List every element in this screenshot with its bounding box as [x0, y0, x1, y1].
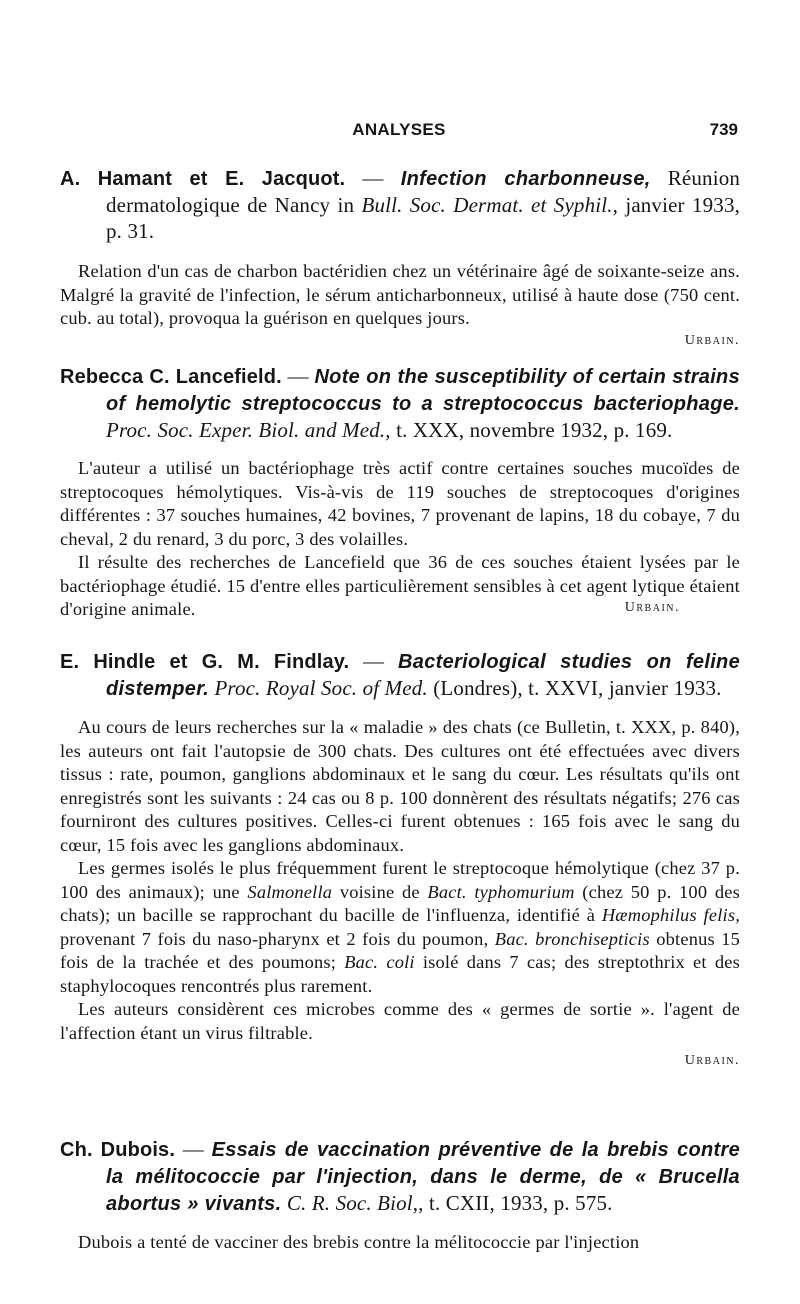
signature: Urbain.	[624, 600, 680, 615]
dash: —	[345, 166, 401, 190]
authors: Ch. Dubois.	[60, 1139, 176, 1161]
running-head	[60, 120, 738, 142]
signature: Urbain.	[684, 1053, 740, 1068]
running-title: ANALYSES	[352, 120, 446, 139]
organism-name: Bac. bronchisepticis	[494, 928, 650, 949]
signature: Urbain.	[684, 332, 740, 348]
ref-post: t. XXX, novembre 1932, p. 169.	[390, 418, 673, 442]
journal: C. R. Soc. Biol,,	[286, 1191, 424, 1215]
journal: Proc. Royal Soc. of Med.	[214, 676, 428, 700]
text: (chez 50 p. 100 des chats); un bacille se rapprochant du bacille de l'influenza, identifié à	[60, 881, 740, 925]
article-title: Bacteriological studies on feline distemper.	[106, 651, 740, 700]
dash: —	[281, 364, 315, 388]
organism-name: Salmonella	[247, 881, 333, 902]
text: voisine de	[332, 881, 428, 902]
article-title: Infection charbonneuse,	[400, 168, 651, 190]
text: obtenus 15 fois de la trachée et des poumons;	[60, 928, 741, 972]
reference	[60, 1136, 740, 1217]
text: isolé dans 7 cas; des streptothrix et des staphylocoques rencontrés plus rarement.	[60, 952, 740, 996]
entry-lancefield	[60, 363, 740, 622]
ref-post: t. CXII, 1933, p. 575.	[423, 1191, 613, 1215]
organism-name: Hæmophilus felis,	[601, 905, 740, 925]
text: Les germes isolés le plus fréquemment furent le streptocoque hémolytique (chez 37 p. 100 des animaux); une	[60, 858, 740, 902]
page-number: 739	[709, 120, 738, 139]
ref-post: (Londres), t. XXVI, janvier 1933.	[427, 676, 722, 700]
abstract-paragraph	[60, 857, 740, 998]
entry-hamant	[60, 165, 740, 351]
organism-name: Bac. coli	[344, 952, 415, 972]
authors: A. Hamant et E. Jacquot.	[60, 168, 346, 190]
abstract-paragraph: Les auteurs considèrent ces microbes comme des « germes de sortie ». l'agent de l'affection étant un virus filtrable.	[60, 999, 740, 1043]
dash: —	[175, 1137, 212, 1161]
entry-dubois	[60, 1136, 740, 1255]
abstract-paragraph: Au cours de leurs recherches sur la « maladie » des chats (ce Bulletin, t. XXX, p. 840), les auteurs ont fait l'autopsie de 300 chats. Des cultures ont été effectuées avec divers tissus : rate, poumon, ganglions abdominaux et le sang du cœur. Les résultats qu'ils ont enregistrés sont les suivants : 24 cas ou 8 p. 100 donnèrent des résultats négatifs; 276 cas fourniront des cultures positives. Celles-ci furent obtenues : 165 fois avec le sang du cœur, 15 fois avec les ganglions abdominaux.	[60, 717, 740, 855]
text: provenant 7 fois du naso-pharynx et 2 fois du poumon,	[60, 928, 495, 949]
article-title: Essais de vaccination préventive de la brebis contre la mélitococcie par l'injection, dans le derme, de « Brucella abortus » vivants.	[106, 1139, 740, 1215]
authors: Rebecca C. Lancefield.	[60, 366, 282, 388]
article-title: Note on the susceptibility of certain strains of hemolytic streptococcus to a streptococcus bacteriophage.	[106, 366, 740, 415]
paragraph-text: Il résulte des recherches de Lancefield que 36 de ces souches étaient lysées par le bactériophage étudié. 15 d'entre elles particulièrement sensibles à cet agent lytique étaient d'origine animale.	[60, 552, 740, 619]
reference	[60, 165, 740, 244]
reference	[60, 648, 740, 702]
abstract-paragraph	[60, 551, 740, 622]
entry-hindle-findlay	[60, 648, 740, 1071]
ref-post: janvier 1933, p. 31.	[106, 193, 741, 243]
abstract-paragraph: Dubois a tenté de vacciner des brebis contre la mélitococcie par l'injection	[78, 1232, 640, 1252]
reference	[60, 363, 740, 443]
abstract-paragraph: L'auteur a utilisé un bactériophage très actif contre certaines souches mucoïdes de streptocoques hémolytiques. Vis-à-vis de 119 souches de streptocoques d'origines différentes : 37 souches humaines, 42 bovines, 7 provenant de lapins, 18 du cobaye, 7 du cheval, 2 du renard, 3 du porc, 3 des volailles.	[60, 458, 740, 549]
journal: Proc. Soc. Exper. Biol. and Med.,	[106, 418, 391, 442]
authors: E. Hindle et G. M. Findlay.	[60, 651, 350, 673]
journal: Bull. Soc. Dermat. et Syphil.,	[361, 193, 619, 217]
ref-pre: Réunion dermatologique de Nancy in	[106, 166, 740, 217]
abstract-paragraph: Relation d'un cas de charbon bactéridien chez un vétérinaire âgé de soixante-seize ans. Malgré la gravité de l'infection, le sérum anticharbonneux, utilisé à haute dose (750 cent. cub. au total), provoqua la guérison en quelques jours.	[60, 261, 740, 328]
organism-name: Bact. typhomurium	[427, 881, 575, 902]
dash: —	[349, 649, 399, 673]
